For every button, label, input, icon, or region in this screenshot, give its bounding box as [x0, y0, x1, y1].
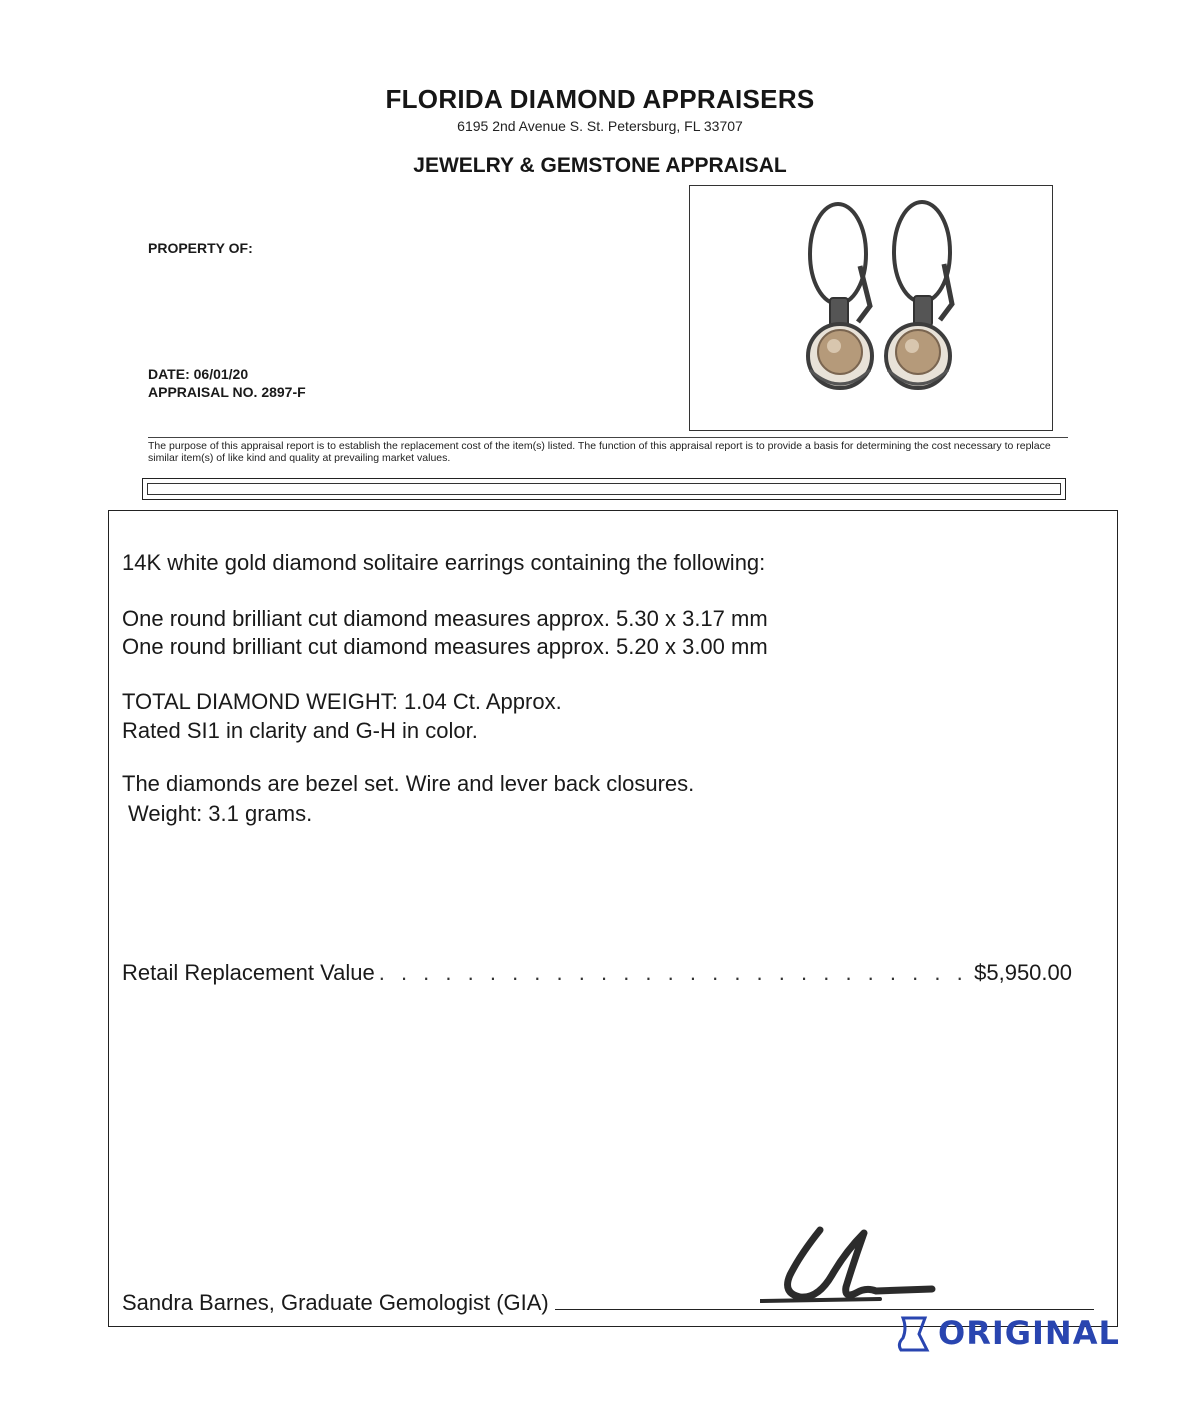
stamp-mark-icon [893, 1314, 933, 1354]
description-line-3: One round brilliant cut diamond measures approx. 5.20 x 3.00 mm [122, 634, 768, 659]
earrings-image [690, 186, 1052, 430]
appraisal-number-value: 2897-F [261, 384, 306, 400]
company-name: FLORIDA DIAMOND APPRAISERS [385, 84, 815, 114]
valuation-amount: $5,950.00 [974, 960, 1072, 985]
property-of-label: PROPERTY OF: [148, 240, 253, 256]
appraisal-number-row [148, 384, 306, 400]
appraisal-number-label: APPRAISAL NO. [148, 384, 258, 400]
date-row [148, 366, 248, 382]
description-line-6: The diamonds are bezel set. Wire and lever back closures. [122, 771, 695, 796]
stamp-text: ORIGINAL [938, 1314, 1120, 1352]
description-line-1: 14K white gold diamond solitaire earrings containing the following: [122, 550, 766, 575]
original-stamp [893, 1310, 1120, 1356]
date-label: DATE: [148, 366, 190, 382]
handwritten-signature [760, 1215, 940, 1315]
description-line-4: TOTAL DIAMOND WEIGHT: 1.04 Ct. Approx. [122, 689, 562, 714]
item-photo [689, 185, 1053, 431]
left-earring [808, 204, 872, 388]
description-line-7: Weight: 3.1 grams. [128, 801, 313, 826]
right-earring [886, 202, 952, 388]
dot-leader [379, 960, 970, 986]
valuation-row [122, 960, 1072, 990]
valuation-label: Retail Replacement Value [122, 960, 375, 985]
description-line-5: Rated SI1 in clarity and G-H in color. [122, 718, 478, 743]
company-address: 6195 2nd Avenue S. St. Petersburg, FL 33707 [457, 118, 743, 134]
date-value: 06/01/20 [193, 366, 249, 382]
document-title: JEWELRY & GEMSTONE APPRAISAL [413, 154, 787, 177]
description-line-2: One round brilliant cut diamond measures approx. 5.30 x 3.17 mm [122, 606, 768, 631]
signer-name: Sandra Barnes, Graduate Gemologist (GIA) [122, 1290, 549, 1315]
purpose-statement: The purpose of this appraisal report is to establish the replacement cost of the item(s) listed. The function of this appraisal report is to provide a basis for determining the cost necessary to replace similar item(s) of like kind and quality at prevailing market values. [148, 437, 1068, 464]
description-box [108, 510, 1118, 1327]
divider-bar [142, 478, 1066, 500]
